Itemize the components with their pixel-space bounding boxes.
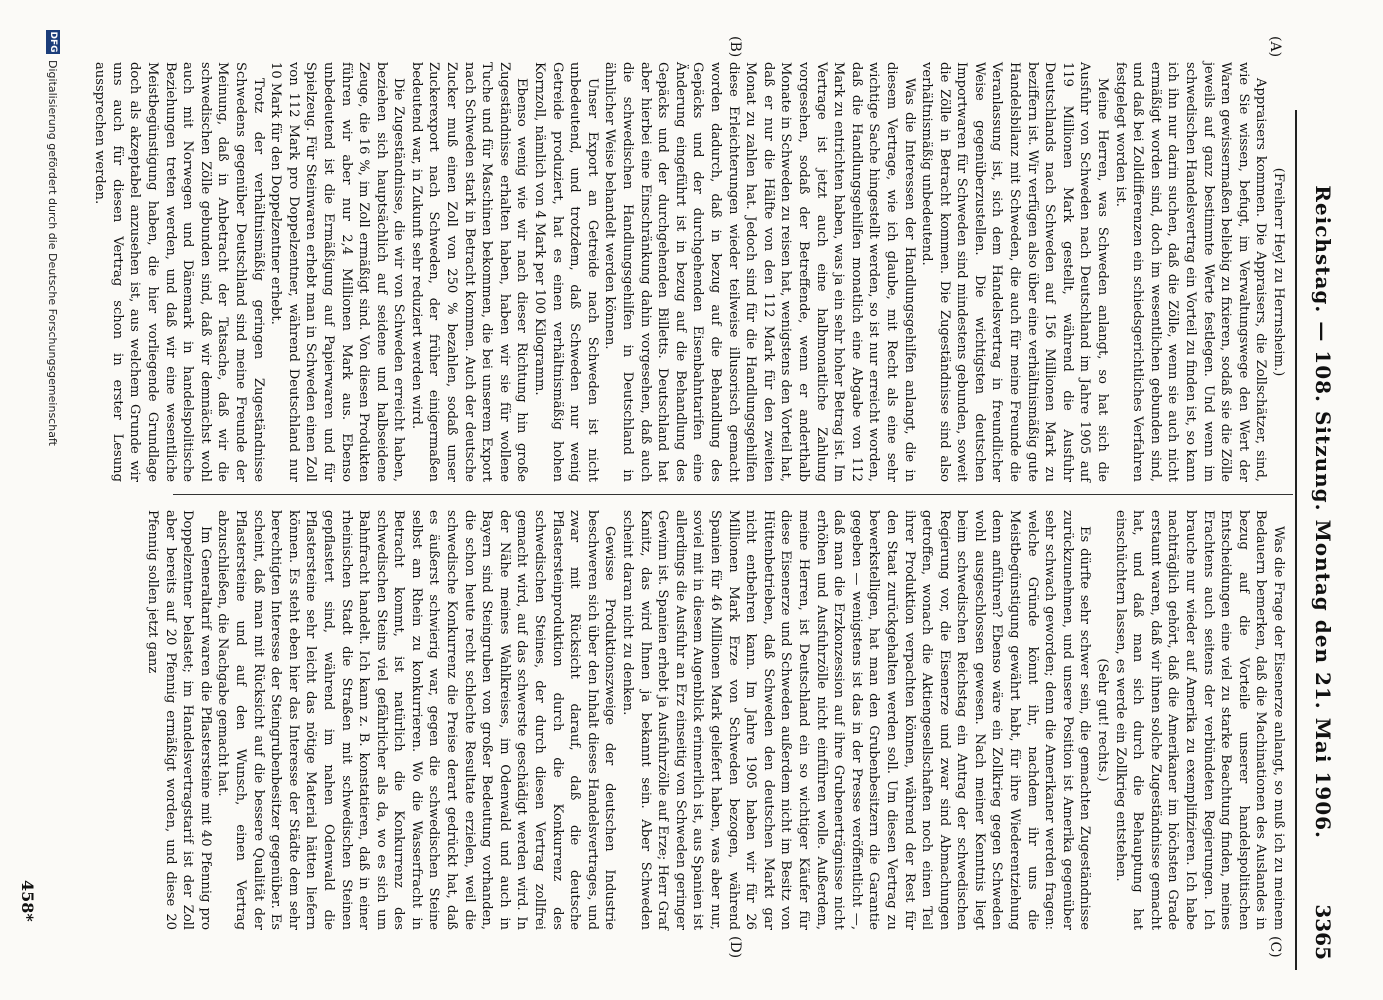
page-header (1303, 120, 1343, 960)
margin-mark-d: (D) (727, 936, 743, 959)
header-rule (1295, 110, 1297, 970)
margin-mark-b: (B) (727, 36, 743, 58)
signature-mark: 458* (18, 880, 37, 922)
digitization-note (43, 30, 63, 970)
margin-mark-c: (C) (1267, 936, 1283, 958)
paragraph: Die Zugeständnisse, die wir von Schweden erreicht haben, beziehen sich hauptsächlich auf seidene und halbseidene Zeuge, die 16 %, im Zoll ermäßigt sind. Von diesen Produkten führen wir aber nur 2,4 Millionen Mark aus. Ebenso unbedeutend ist die Ermäßigung auf Papierwaren und für Spielzeug. Für Steinwaren erhebt man in Schweden einen Zoll von 112 Mark pro Doppelzentner, während Deutschland nur 10 Mark für den Doppelzentner erhebt. (268, 62, 407, 482)
paragraph: Was die Frage der Eisenerze anlangt, so muß ich zu meinem Bedauern bemerken, daß die Machinationen des Auslandes in bezug auf die Vorteile unserer handelspolitischen Entscheidungen eine viel zu starke Beachtung finden, meines Erachtens auch seitens der verbündeten Regierungen. Ich brauche nur wieder auf Amerika zu exemplifizieren. Ich habe nachträglich gehört, daß die Amerikaner im höchsten Grade erstaunt waren, daß wir ihnen solche Zugeständnisse gemacht hat, und daß man sich durch die Behauptung hat einschüchtern lassen, es werde ein Zollkrieg entstehen. (1112, 510, 1286, 930)
paragraph: Unser Export an Getreide nach Schweden ist nicht unbedeutend, und trotzdem, daß Schweden nur wenig Getreide produziert, hat es einen verhältnismäßig hohen Kornzoll, nämlich von 4 Mark per 100 Kilogramm. (532, 62, 600, 482)
page-number: 3365 (1311, 904, 1335, 960)
digitization-text: Digitalisierung gefördert durch die Deutsche Forschungsgemeinschaft (46, 60, 60, 446)
paragraph: Im Generaltarif waren die Pflastersteine mit 40 Pfennig pro Doppelzentner belastet; im Handelsvertragstarif ist der Zoll aber bereits auf 20 Pfennig ermäßigt worden, und diese 20 Pfennig sollen jetzt ganz (145, 510, 213, 930)
paragraph: Es dürfte sehr schwer sein, die gemachten Zugeständnisse zurückzunehmen, und unsere Position ist Amerika gegenüber sehr schwach geworden; denn die Amerikaner werden fragen: welche Gründe könnt ihr, nachdem ihr uns die Meistbegünstigung gewährt habt, für ihre Wiederentziehung denn anführen? Ebenso wäre ein Zollkrieg gegen Schweden wohl ausgeschlossen gewesen. Nach meiner Kenntnis liegt beim schwedischen Reichstag ein Antrag der schwedischen Regierung vor, die Eisenerze und zwar sind Abmachungen getroffen, wonach die Aktiengesellschaften noch einen Teil ihrer Produktion verpachten können, während der Rest für den Staat zurückgehalten werden soll. Um diesen Vertrag zu bewerkstelligen, hat man den Grubenbesitzern die Garantie gegeben — wenigstens ist das in der Presse veröffentlicht —, daß man die Erzkonzession auf ihre Grubenerträgnisse nicht erhöhen und Ausfuhrzölle nicht einführen wolle. Außerdem, meine Herren, ist Deutschland ein so wichtiger Käufer für diese Eisenerze und Schweden außerdem nicht im Besitz von Hüttenbetrieben, daß Schweden den deutschen Markt gar nicht entbehren kann. Im Jahre 1905 haben wir für 26 Millionen Mark Erze von Schweden bezogen, während Spanien für 46 Millionen Mark geliefert haben, was aber nur, soviel mit in diesem Augenblick erinnerlich ist, aus Spanien ist allerdings die Ausfuhr an Erz einseitig von Schweden geringer Gewinn ist. Spanien erhebt ja Ausfuhrzölle auf Erze; Herr Graf Kanitz, das wird Ihnen ja bekannt sein. Aber Schweden scheint daran nicht zu denken. (620, 510, 1093, 930)
dfg-logo: DFG (48, 31, 58, 53)
paragraph: Meine Herren, was Schweden anlangt, so hat sich die Ausfuhr von Schweden nach Deutschland im Jahre 1905 auf 119 Millionen Mark gestellt, während die Ausfuhr Deutschlands nach Schweden auf 156 Millionen Mark zu beziffern ist. Wir verfügen also über eine verhältnismäßig gute Handelsbilanz mit Schweden, die auch für meine Freunde die Veranlassung ist, sich dem Handelsvertrag in freundlicher Weise gegenüberzustellen. Die wichtigsten deutschen Importwaren für Schweden sind mindestens gebunden, soweit die Zölle in Betracht kommen. Die Zugeständnisse sind also verhältnismäßig unbedeutend. (919, 62, 1111, 482)
right-column (147, 510, 1287, 930)
interjection: (Sehr gut! rechts.) (1095, 658, 1111, 782)
paragraph: Gewisse Produktionszweige der deutschen Industrie beschweren sich über den Inhalt dieses Handelsvertrages, und zwar mit Rücksicht darauf, daß die deutsche Pflastersteinproduktion durch die Konkurrenz des schwedischen Steines, der durch diesen Vertrag zollfrei gemacht wird, auf das schwerste geschädigt werden wird. In der Nähe meines Wahlkreises, im Odenwald und auch in Bayern sind Steingruben von großer Bedeutung vorhanden, die schon heute recht schlechte Resultate erzielen, weil die schwedische Konkurrenz die Preise derart gedrückt hat, daß es äußerst schwierig war, gegen die schwedischen Steine selbst am Rhein zu konkurrieren. Wo die Wasserfracht in Betracht kommt, ist natürlich die Konkurrenz des schwedischen Steins viel gefährlicher als da, wo es sich um Bahnfracht handelt. Ich kann z. B. konstatieren, daß in einer rheinischen Stadt die Straßen mit schwedischen Steinen gepflastert sind, während im nahen Odenwald die Pflastersteine sehr leicht das nötige Material hätten liefern können. Es steht eben hier das Interesse der Städte dem sehr berechtigten Interesse der Steingrubenbesitzer gegenüber. Es scheint, daß man mit Rücksicht auf die bessere Qualität der Pflastersteine und auf den Wunsch, einen Vertrag abzuschließen, die Nachgabe gemacht hat. (215, 510, 618, 930)
paragraph: Trotz der verhältnismäßig geringen Zugeständnisse Schwedens gegenüber Deutschland sind meine Freunde der Meinung, daß in Anbetracht der Tatsache, daß wir die schwedischen Zölle gebunden sind, daß wir demnächst wohl auch mit Norwegen und Dänemark in handelspolitische Beziehungen treten werden, und daß wir eine wesentliche Meistbegünstigung haben, die hier vorliegende Grundlage doch als akzeptabel anzusehen ist, aus welchem Grunde wir uns auch für diesen Vertrag schon in erster Lesung aussprechen werden. (92, 62, 266, 482)
margin-mark-a: (A) (1267, 36, 1283, 58)
paragraph: Appraisers kommen. Die Appraisers, die Zollschätzer, sind, wie Sie wissen, befugt, im Verwaltungswege den Wert der Waren gewissermaßen beliebig zu fixieren, sodaß sie die Zölle jeweils auf ganz bestimmte Werte festlegen. Und wenn im schwedischen Handelsvertrag ein Vorteil zu finden ist, so kann ich ihn nur darin suchen, daß die Zölle, wenn sie auch nicht ermäßigt worden sind, doch im wesentlichen gebunden sind, und daß bei Zolldifferenzen ein schiedsgerichtliches Verfahren festgelegt worden ist. (1112, 62, 1269, 482)
speaker-label: (Freiherr Heyl zu Herrnsheim.) (1271, 167, 1286, 377)
paragraph: Was die Interessen der Handlungsgehilfen anlangt, die in diesem Vertrage, wie ich glaube, mit Recht als eine sehr wichtige Sache hingestellt werden, so ist nur erreicht worden, daß die Handlungsgehilfen monatlich eine Abgabe von 112 Mark zu entrichten haben, was ja ein sehr hoher Betrag ist. Im Vertrage ist jetzt auch eine halbmonatliche Zahlung vorgesehen, sodaß der Betreffende, wenn er anderthalb Monate in Schweden zu reisen hat, wenigstens den Vorteil hat, daß er nur die Hälfte von den 112 Mark für den zweiten Monat zu zahlen hat. Jedoch sind für die Handlungsgehilfen diese Erleichterungen wieder teilweise illusorisch gemacht worden dadurch, daß in bezug auf die Behandlung des Gepäcks und der durchgehenden Eisenbahntarifen eine Änderung eingeführt ist in bezug auf die Behandlung des Gepäcks und der durchgehenden Billetts. Deutschland hat aber hierbei eine Einschränkung dahin vorgesehen, daß auch die schwedischen Handlungsgehilfen in Deutschland in ähnlicher Weise behandelt werden können. (602, 62, 917, 482)
paragraph: Ebenso wenig wie wir nach dieser Richtung hin große Zugeständnisse erhalten haben, haben wir sie für wollene Tuche und für Maschinen bekommen, die bei unserem Export nach Schweden stark in Betracht kommen. Auch der deutsche Zucker muß einen Zoll von 250 % bezahlen, sodaß unser Zuckerexport nach Schweden, der früher einigermaßen bedeutend war, in Zukunft sehr reduziert werden wird. (408, 62, 530, 482)
left-column (92, 62, 1287, 482)
column-divider (173, 494, 1293, 495)
header-title: Reichstag. — 108. Sitzung. Montag den 21. Mai 1906. (1311, 185, 1335, 840)
